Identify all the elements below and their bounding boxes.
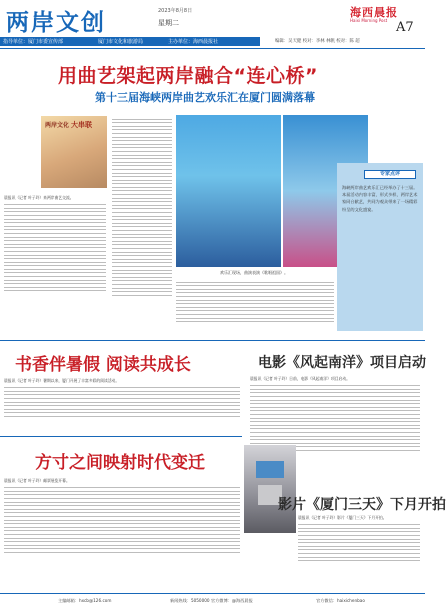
masthead: 两岸文创 bbox=[6, 9, 106, 36]
story-body-stamps bbox=[4, 478, 240, 590]
lead-subhead: 第十三届海峡两岸曲艺欢乐汇在厦门圆满落幕 bbox=[95, 91, 315, 104]
sponsor-bar bbox=[0, 37, 260, 46]
issue-weekday: 星期二 bbox=[158, 19, 179, 27]
footer-hotline: 新闻热线：5050000 官方微博：@海西晨报 bbox=[170, 598, 253, 603]
story-title-reading: 书香伴暑假 阅读共成长 bbox=[15, 355, 191, 375]
page-footer bbox=[0, 593, 425, 611]
story-title-xiamen-days: 影片《厦门三天》下月开拍 bbox=[278, 497, 446, 513]
story-intro-xiamen-days: 晨报讯（记者 叶子玲）影片《厦门三天》下月开拍。 bbox=[298, 515, 387, 520]
story-intro-film-project: 晨报讯（记者 叶子玲）日前，电影《风起南洋》项目启动。 bbox=[250, 376, 350, 381]
sponsor-2: 厦门市文化和旅游局 bbox=[98, 39, 144, 45]
story-title-stamps: 方寸之间映射时代变迁 bbox=[35, 453, 205, 473]
photo-caption: 欢乐汇现场，曲演表演《歌唱祖国》。 bbox=[220, 270, 288, 275]
footer-wechat: 官方微信：haixichenbao bbox=[316, 598, 365, 603]
sponsor-3: 主办单位：海西晨报社 bbox=[168, 39, 219, 45]
poster-title: 两岸文化 bbox=[45, 122, 70, 129]
editor-credits: 编辑：吴天健 校对：李林 林帆 校对：陈 超 bbox=[275, 39, 360, 44]
story-title-film-project: 电影《风起南洋》项目启动 bbox=[258, 355, 426, 371]
lead-column-1 bbox=[4, 195, 106, 335]
newspaper-logo: 海西晨报 bbox=[350, 6, 398, 19]
newspaper-logo-sub: Haixi Morning Post bbox=[350, 18, 388, 23]
footer-email: 主编邮箱：hxcb@126.com bbox=[58, 598, 112, 603]
section-divider bbox=[0, 340, 425, 341]
stamp-divider bbox=[0, 436, 242, 437]
sponsor-1: 指导单位：厦门市委宣传部 bbox=[3, 39, 64, 45]
issue-date: 2023年8月8日 bbox=[158, 8, 193, 14]
stage-photo bbox=[176, 115, 281, 267]
lead-column-2 bbox=[112, 116, 172, 336]
expert-review-title: 专家点评 bbox=[364, 170, 416, 179]
story-body-xiamen-days bbox=[298, 515, 420, 591]
lead-headline: 用曲艺架起两岸融合“连心桥” bbox=[58, 65, 318, 87]
page-number: A7 bbox=[396, 20, 414, 35]
poster-photo bbox=[41, 116, 107, 188]
header-rule bbox=[0, 48, 425, 49]
payphone-photo bbox=[244, 445, 296, 533]
story-intro-stamps: 晨报讯（记者 叶子玲）邮票展览开幕。 bbox=[4, 478, 70, 483]
lead-column-3 bbox=[176, 279, 334, 335]
lead-intro: 晨报讯（记者 叶子玲）来两岸曲艺交流。 bbox=[4, 195, 74, 200]
story-body-reading bbox=[4, 378, 240, 432]
expert-review-text: 海峡两岸曲艺欢乐汇已经举办了十三届。本届活动内容丰富，形式多样，两岸艺术家同台献艺，共同为观众带来了一场精彩纷呈的文化盛宴。 bbox=[342, 185, 418, 212]
poster-big-text: 大串联 bbox=[71, 120, 92, 129]
story-intro-reading: 晨报讯（记者 叶子玲）暑期以来，厦门开展了丰富多彩的阅读活动。 bbox=[4, 378, 120, 383]
payphone-screen bbox=[256, 461, 284, 478]
